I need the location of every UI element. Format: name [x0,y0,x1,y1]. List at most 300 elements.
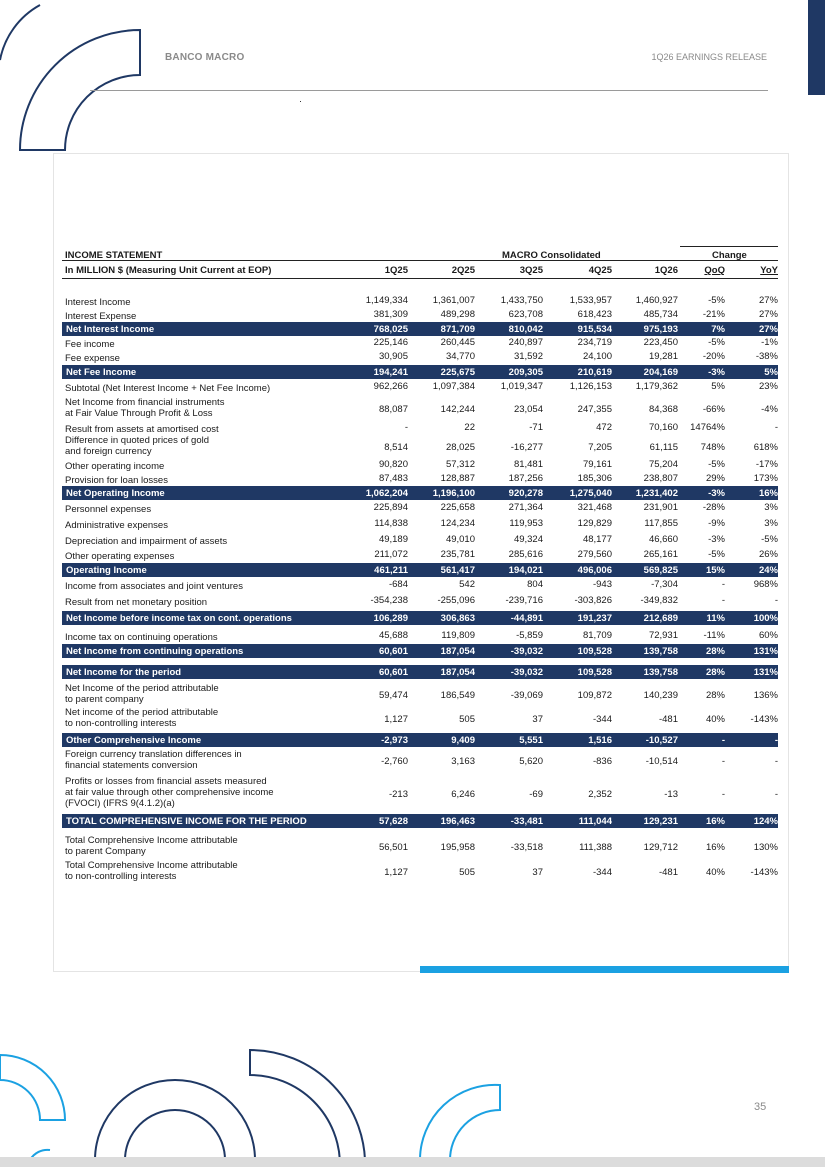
row-label: TOTAL COMPREHENSIVE INCOME FOR THE PERIOD [66,816,307,827]
row-value: 569,825 [643,565,678,576]
row-value: 22 [464,422,475,433]
row-value: 15% [705,565,725,576]
table-row [62,435,778,459]
row-value: 191,237 [577,613,612,624]
row-value: 920,278 [508,488,543,499]
row-value: 49,324 [513,534,543,545]
row-value: 9,409 [451,735,475,746]
row-value: 128,887 [440,473,475,484]
header-release-title: 1Q26 EARNINGS RELEASE [651,52,767,62]
row-value: 131% [753,646,778,657]
row-value: 223,450 [643,337,678,348]
row-label: Net Fee Income [66,367,137,378]
row-value: 28% [705,667,725,678]
highlight-row [62,322,778,336]
row-value: 962,266 [373,381,408,392]
row-label: Fee income [65,339,115,350]
row-value: 37 [532,867,543,878]
row-label: to parent company [65,694,144,705]
row-value: 37 [532,714,543,725]
row-value: 187,054 [440,646,475,657]
row-value: -5% [708,337,725,348]
column-header: QoQ [704,265,725,276]
row-value: 60,601 [378,646,408,657]
row-value: 28% [705,646,725,657]
decorative-arcs-bottom [0,1040,520,1160]
row-label: to parent Company [65,846,146,857]
row-value: 7,205 [588,442,612,453]
table-row [62,422,778,434]
row-value: -5% [708,295,725,306]
row-value: 1,533,957 [569,295,612,306]
row-value: 768,025 [373,324,408,335]
table-row [62,835,778,859]
row-label: Total Comprehensive Income attributable [65,860,238,871]
column-header: 3Q25 [519,265,543,276]
row-label: at Fair Value Through Profit & Loss [65,408,213,419]
row-value: 472 [596,422,612,433]
row-value: -7,304 [651,579,678,590]
row-value: -2,973 [381,735,408,746]
row-value: 1,231,402 [635,488,678,499]
row-value: -349,832 [640,595,678,606]
row-value: 79,161 [582,459,612,470]
table-row [62,473,778,485]
row-value: 1,127 [384,867,408,878]
table-row [62,351,778,363]
row-value: -3% [708,488,725,499]
row-value: 968% [753,579,778,590]
row-value: 139,758 [643,667,678,678]
row-label: Other operating expenses [65,551,175,562]
row-value: -143% [750,867,778,878]
row-value: 100% [753,613,778,624]
row-value: -69 [529,789,543,800]
table-title: INCOME STATEMENT [65,250,163,261]
row-value: 124,234 [440,518,475,529]
row-value: 212,689 [643,613,678,624]
row-value: -213 [388,789,408,800]
row-value: - [721,789,725,800]
table-row [62,459,778,471]
row-value: 1,275,040 [569,488,612,499]
row-value: 1,433,750 [500,295,543,306]
row-value: -33,481 [510,816,543,827]
row-value: - [774,422,778,433]
row-value: 461,211 [374,565,408,576]
highlight-row [62,665,778,679]
row-value: 209,305 [508,367,543,378]
row-value: 231,901 [643,502,678,513]
row-value: 1,460,927 [635,295,678,306]
row-value: 279,560 [577,549,612,560]
header-dot [300,101,301,102]
row-label: Interest Expense [65,311,137,322]
column-rule [62,278,778,279]
row-value: 28% [705,690,725,701]
change-top-line [680,246,778,247]
row-value: 109,872 [577,690,612,701]
row-label: Net income of the period attributable [65,707,219,718]
row-value: -44,891 [510,613,543,624]
row-label: Profits or losses from financial assets measured [65,776,267,787]
header-bank-name: BANCO MACRO [165,52,245,63]
row-value: 225,675 [440,367,475,378]
row-value: 57,312 [445,459,475,470]
table-row [62,502,778,514]
row-value: 505 [459,714,475,725]
row-value: 321,468 [577,502,612,513]
row-value: 87,483 [378,473,408,484]
row-value: 204,169 [643,367,678,378]
row-value: - [721,595,725,606]
row-value: 119,953 [509,518,543,529]
row-value: -5% [761,534,778,545]
header-divider [90,90,768,91]
row-value: 27% [758,295,778,306]
header-rule [62,260,778,261]
row-value: 975,193 [643,324,678,335]
row-value: 60% [758,630,778,641]
accent-bar [420,966,789,973]
row-value: - [774,789,778,800]
row-value: 40% [705,714,725,725]
row-value: -9% [708,518,725,529]
row-value: -21% [702,309,725,320]
row-value: 1,196,100 [432,488,475,499]
row-value: 2,352 [588,789,612,800]
row-value: - [721,735,725,746]
row-value: -5% [708,549,725,560]
row-value: 114,838 [374,518,408,529]
row-value: 19,281 [648,351,678,362]
row-label: Result from assets at amortised cost [65,424,219,435]
row-value: -239,716 [505,595,543,606]
row-value: 186,549 [440,690,475,701]
row-value: 618% [753,442,778,453]
row-label: Operating Income [66,565,147,576]
row-value: 139,758 [643,646,678,657]
row-value: 194,021 [508,565,543,576]
row-label: Net Income from continuing operations [66,646,244,657]
highlight-row [62,365,778,379]
row-value: -344 [592,714,612,725]
row-value: 240,897 [508,337,543,348]
row-value: 1,126,153 [569,381,612,392]
row-value: 1,361,007 [432,295,475,306]
table-row [62,630,778,642]
change-title: Change [712,250,747,261]
row-value: 6,246 [451,789,475,800]
row-value: 40% [705,867,725,878]
row-value: 3% [764,518,778,529]
row-value: 225,146 [373,337,408,348]
table-row [62,337,778,349]
row-value: 23% [758,381,778,392]
row-value: 804 [527,579,543,590]
row-value: 27% [758,309,778,320]
row-value: 1,149,334 [365,295,408,306]
row-value: 16% [705,842,725,853]
row-value: 45,688 [378,630,408,641]
row-value: 16% [758,488,778,499]
row-value: -943 [592,579,612,590]
row-value: 1,062,204 [365,488,408,499]
table-row [62,776,778,812]
row-value: 5,551 [519,735,543,746]
row-value: 306,863 [440,613,475,624]
row-label: and foreign currency [65,446,152,457]
row-label: Net Income for the period [66,667,182,678]
row-value: -481 [658,867,678,878]
table-row [62,549,778,561]
row-value: -1% [761,337,778,348]
row-value: 496,006 [577,565,612,576]
row-label: to non-controlling interests [65,871,177,882]
row-value: 3% [764,502,778,513]
row-value: 60,601 [378,667,408,678]
row-value: -20% [702,351,725,362]
row-value: 70,160 [648,422,678,433]
row-value: 90,820 [378,459,408,470]
row-value: 1,097,384 [432,381,475,392]
row-value: -66% [702,404,725,415]
row-value: 234,719 [577,337,612,348]
row-value: -39,032 [510,646,543,657]
row-value: 561,417 [440,565,475,576]
row-value: -33,518 [510,842,543,853]
row-value: -38% [755,351,778,362]
row-value: - [774,595,778,606]
row-value: 24% [758,565,778,576]
row-value: 1,019,347 [500,381,543,392]
row-value: 26% [758,549,778,560]
column-header: 4Q25 [588,265,612,276]
row-value: 61,115 [649,442,678,453]
row-label: Interest Income [65,297,131,308]
row-value: -4% [761,404,778,415]
row-value: 136% [753,690,778,701]
row-value: 56,501 [378,842,408,853]
row-value: 871,709 [440,324,475,335]
highlight-row [62,611,778,625]
highlight-row [62,563,778,577]
row-value: 111,044 [578,816,612,827]
row-label: Foreign currency translation differences in [65,749,242,760]
row-label: Net Income from financial instruments [65,397,225,408]
row-value: 3,163 [451,756,475,767]
row-value: 46,660 [648,534,678,545]
row-value: -2,760 [381,756,408,767]
row-value: 111,388 [579,842,612,853]
row-value: -255,096 [437,595,475,606]
row-value: - [404,422,408,433]
unit-label: In MILLION $ (Measuring Unit Current at EOP) [65,265,272,276]
row-value: 142,244 [440,404,475,415]
row-value: 505 [459,867,475,878]
table-row [62,518,778,530]
table-row [62,749,778,773]
row-value: -684 [388,579,408,590]
row-value: 210,619 [577,367,612,378]
row-value: 81,709 [582,630,612,641]
row-value: -303,826 [574,595,612,606]
row-value: 130% [753,842,778,853]
row-value: 285,616 [508,549,543,560]
highlight-row [62,814,778,828]
row-value: 109,528 [577,667,612,678]
table-row [62,707,778,731]
row-value: 129,829 [577,518,612,529]
row-value: 810,042 [508,324,543,335]
row-value: 542 [459,579,475,590]
row-value: 8,514 [384,442,408,453]
row-value: 194,241 [373,367,408,378]
row-value: -71 [529,422,543,433]
row-value: 185,306 [577,473,612,484]
row-value: 271,364 [508,502,543,513]
row-value: -28% [702,502,725,513]
row-value: 24,100 [582,351,612,362]
row-label: Other Comprehensive Income [66,735,202,746]
row-value: - [774,735,778,746]
row-value: 28,025 [445,442,475,453]
table-row [62,309,778,321]
row-label: Subtotal (Net Interest Income + Net Fee Income) [65,383,271,394]
row-value: -344 [592,867,612,878]
row-label: Income from associates and joint ventures [65,581,243,592]
table-row [62,579,778,591]
row-value: -39,032 [510,667,543,678]
row-value: 187,256 [508,473,543,484]
row-value: 88,087 [378,404,408,415]
row-value: 34,770 [445,351,475,362]
row-value: 173% [753,473,778,484]
row-value: 238,807 [643,473,678,484]
row-value: - [774,756,778,767]
row-value: -143% [750,714,778,725]
row-value: 14764% [690,422,725,433]
row-value: 119,809 [441,630,475,641]
row-value: 485,734 [643,309,678,320]
row-value: 1,179,362 [635,381,678,392]
row-value: -10,514 [645,756,678,767]
row-value: -16,277 [510,442,543,453]
row-value: 915,534 [577,324,612,335]
group-title: MACRO Consolidated [502,250,601,261]
row-value: 49,010 [445,534,475,545]
footer-band [0,1157,825,1167]
row-value: 7% [711,324,725,335]
row-value: 49,189 [378,534,408,545]
row-value: -39,069 [510,690,543,701]
row-value: 29% [705,473,725,484]
row-label: Provision for loan losses [65,475,168,486]
row-value: -13 [664,789,678,800]
row-value: 75,204 [648,459,678,470]
row-value: -5% [708,459,725,470]
decorative-arc-top [0,0,160,160]
row-value: -836 [592,756,612,767]
row-value: -481 [658,714,678,725]
row-value: 5,620 [519,756,543,767]
row-value: 106,289 [373,613,408,624]
table-row [62,860,778,884]
row-label: Personnel expenses [65,504,152,515]
row-label: (FVOCI) (IFRS 9(4.1.2)(a) [65,798,175,809]
row-label: Total Comprehensive Income attributable [65,835,238,846]
row-value: 1,516 [588,735,612,746]
row-value: 129,712 [643,842,678,853]
row-value: 59,474 [378,690,408,701]
row-value: -3% [708,367,725,378]
row-value: 84,368 [648,404,678,415]
column-header: YoY [760,265,778,276]
row-value: 247,355 [577,404,612,415]
row-label: financial statements conversion [65,760,198,771]
row-label: at fair value through other comprehensive income [65,787,274,798]
row-label: Administrative expenses [65,520,168,531]
row-value: 489,298 [440,309,475,320]
row-value: 1,127 [384,714,408,725]
highlight-row [62,644,778,658]
table-row [62,381,778,393]
row-value: 117,855 [644,518,678,529]
row-value: 623,708 [508,309,543,320]
column-header: 1Q26 [654,265,678,276]
row-value: 81,481 [513,459,543,470]
row-label: Net Income before income tax on cont. operations [66,613,292,624]
row-value: 748% [700,442,725,453]
row-value: 48,177 [582,534,612,545]
row-label: Difference in quoted prices of gold [65,435,209,446]
row-value: 31,592 [513,351,543,362]
row-label: to non-controlling interests [65,718,177,729]
row-value: 195,958 [440,842,475,853]
row-value: 187,054 [440,667,475,678]
row-value: 57,628 [378,816,408,827]
highlight-row [62,733,778,747]
row-value: 30,905 [378,351,408,362]
row-value: 211,072 [374,549,408,560]
row-value: 5% [711,381,725,392]
row-value: - [721,756,725,767]
row-value: 5% [764,367,778,378]
row-value: 129,231 [643,816,678,827]
row-value: 618,423 [577,309,612,320]
row-value: 72,931 [648,630,678,641]
row-label: Net Interest Income [66,324,155,335]
row-label: Net Operating Income [66,488,165,499]
column-header: 1Q25 [384,265,408,276]
table-row [62,595,778,607]
row-value: 265,161 [643,549,678,560]
row-value: -10,527 [645,735,678,746]
row-label: Income tax on continuing operations [65,632,218,643]
row-value: 225,658 [440,502,475,513]
row-value: 381,309 [373,309,408,320]
page-number: 35 [754,1101,767,1113]
row-label: Fee expense [65,353,120,364]
table-row [62,683,778,707]
row-value: 109,528 [577,646,612,657]
row-value: 196,463 [440,816,475,827]
row-value: 140,239 [643,690,678,701]
row-label: Result from net monetary position [65,597,208,608]
table-row [62,534,778,546]
row-value: 124% [753,816,778,827]
row-value: 16% [705,816,725,827]
